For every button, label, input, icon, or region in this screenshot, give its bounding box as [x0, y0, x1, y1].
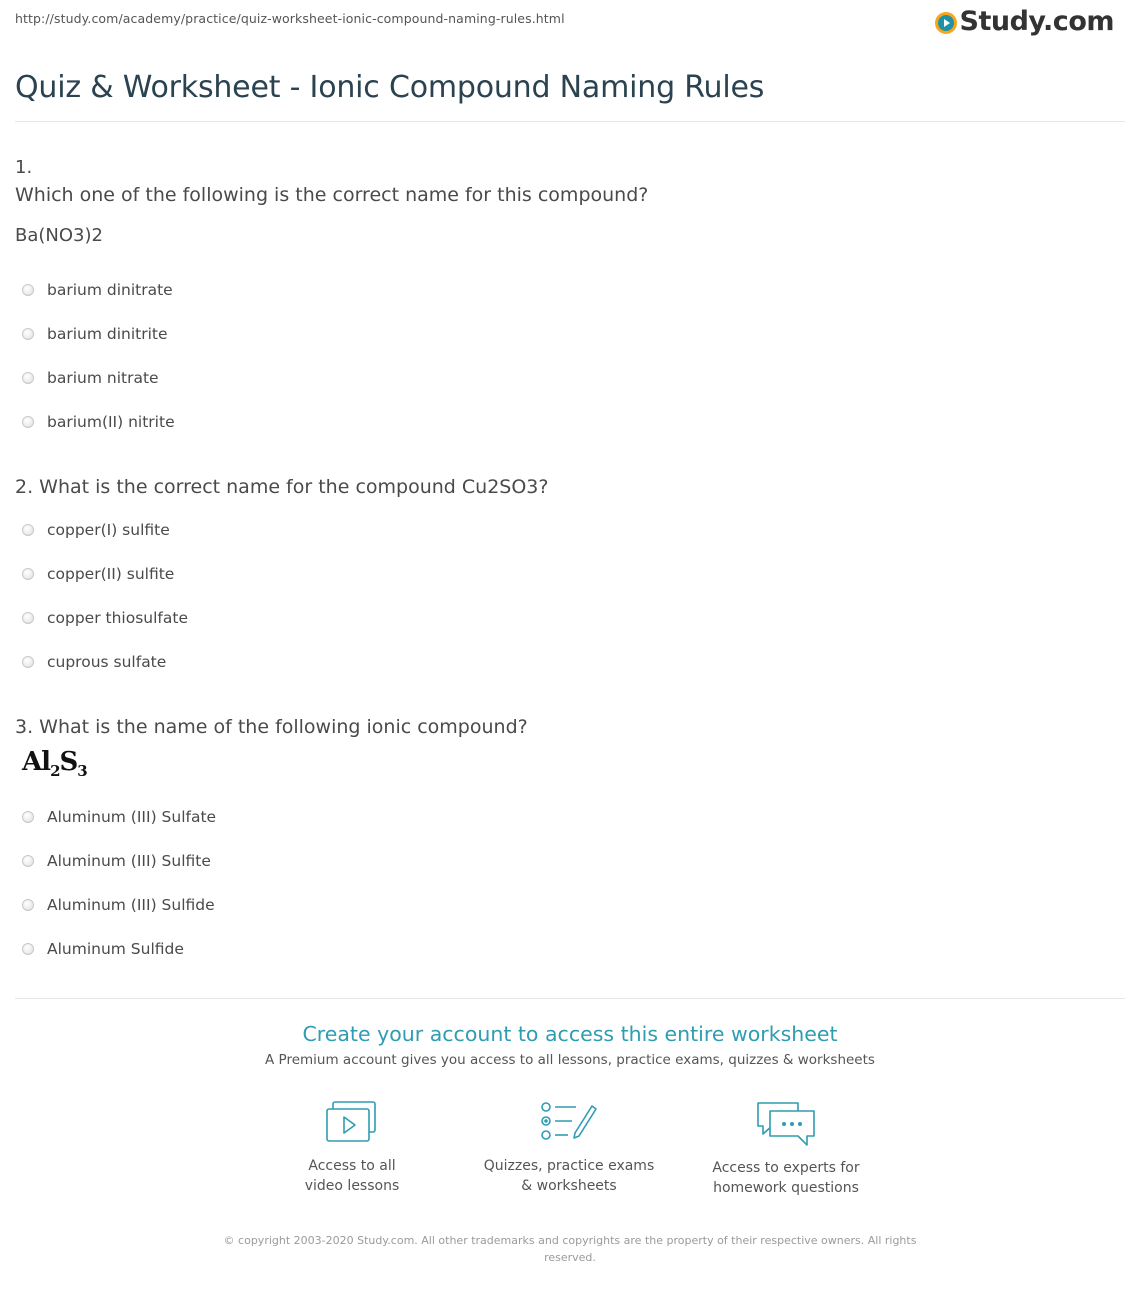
radio-button[interactable] [22, 328, 34, 340]
copyright-notice: © copyright 2003-2020 Study.com. All other trademarks and copyrights are the property of their respective owners. All rights reserved. [223, 1234, 917, 1264]
radio-button[interactable] [22, 855, 34, 867]
radio-button[interactable] [22, 899, 34, 911]
feature-video-lessons [262, 1100, 442, 1196]
question-2-option-4[interactable] [22, 652, 166, 672]
option-label: Aluminum (III) Sulfide [47, 896, 215, 914]
question-1-number: 1. [15, 157, 33, 178]
option-label: copper(II) sulfite [47, 565, 175, 583]
radio-button[interactable] [22, 943, 34, 955]
radio-button[interactable] [22, 568, 34, 580]
option-label: cuprous sulfate [47, 653, 167, 671]
question-1-text: Which one of the following is the correct name for this compound? [15, 184, 649, 206]
feature-experts [696, 1100, 876, 1198]
question-2-text: 2. What is the correct name for the compound Cu2SO3? [15, 476, 549, 498]
radio-button[interactable] [22, 612, 34, 624]
feature-label: & worksheets [521, 1178, 617, 1194]
option-label: copper thiosulfate [47, 609, 188, 627]
radio-button[interactable] [22, 416, 34, 428]
question-2-option-2[interactable] [22, 564, 174, 584]
question-3-option-4[interactable] [22, 939, 184, 959]
option-label: copper(I) sulfite [47, 521, 170, 539]
option-label: Aluminum (III) Sulfate [47, 808, 217, 826]
question-1-formula: Ba(NO3)2 [15, 225, 103, 246]
feature-label: Access to all [308, 1158, 396, 1174]
question-3-formula-image: $Al_2S_3$ [22, 747, 87, 780]
cta-title-link[interactable]: Create your account to access this entire worksheet [302, 1022, 838, 1046]
quiz-checklist-icon [540, 1100, 598, 1146]
question-1-option-4[interactable] [22, 412, 175, 432]
option-label: barium dinitrite [47, 325, 168, 343]
radio-button[interactable] [22, 372, 34, 384]
study-logo-icon [935, 12, 957, 34]
question-3-text: 3. What is the name of the following ionic compound? [15, 716, 528, 738]
option-label: Aluminum Sulfide [47, 940, 184, 958]
feature-label: homework questions [713, 1180, 859, 1196]
feature-quizzes [479, 1100, 659, 1196]
video-lessons-icon [325, 1100, 379, 1146]
question-2-option-3[interactable] [22, 608, 188, 628]
option-label: barium(II) nitrite [47, 413, 175, 431]
question-2-option-1[interactable] [22, 520, 170, 540]
option-label: barium dinitrate [47, 281, 173, 299]
question-1-option-2[interactable] [22, 324, 168, 344]
question-3-option-1[interactable] [22, 807, 216, 827]
page-url: http://study.com/academy/practice/quiz-worksheet-ionic-compound-naming-rules.html [15, 11, 565, 26]
chat-experts-icon [754, 1100, 818, 1148]
logo-text: Study.com [959, 6, 1114, 37]
radio-button[interactable] [22, 811, 34, 823]
feature-label: Access to experts for [712, 1160, 860, 1176]
question-1-option-3[interactable] [22, 368, 159, 388]
radio-button[interactable] [22, 656, 34, 668]
feature-label: video lessons [304, 1178, 400, 1194]
question-3-option-2[interactable] [22, 851, 211, 871]
question-3-option-3[interactable] [22, 895, 215, 915]
divider [15, 121, 1125, 122]
study-logo[interactable] [935, 6, 1114, 37]
divider [15, 998, 1125, 999]
page-title: Quiz & Worksheet - Ionic Compound Naming Rules [15, 70, 765, 105]
radio-button[interactable] [22, 284, 34, 296]
option-label: Aluminum (III) Sulfite [47, 852, 211, 870]
option-label: barium nitrate [47, 369, 159, 387]
radio-button[interactable] [22, 524, 34, 536]
question-1-option-1[interactable] [22, 280, 173, 300]
feature-label: Quizzes, practice exams [483, 1158, 655, 1174]
cta-subtitle: A Premium account gives you access to all lessons, practice exams, quizzes & worksheets [265, 1052, 875, 1068]
